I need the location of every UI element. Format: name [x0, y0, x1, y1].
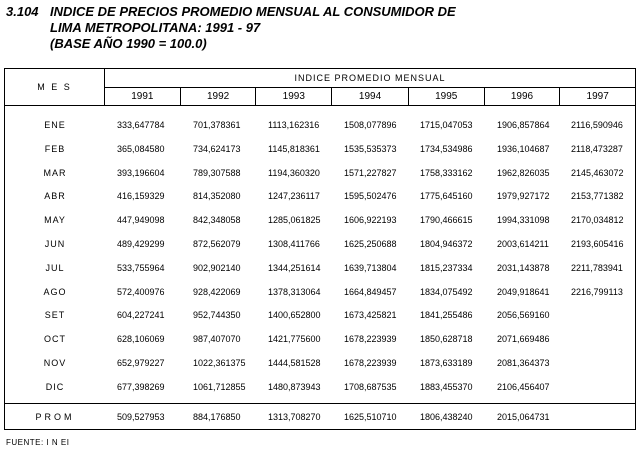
month-column-header: M E S — [5, 69, 105, 105]
table-row — [5, 115, 635, 139]
value-cell: 1625,250688 — [344, 238, 397, 249]
table-row — [5, 282, 635, 306]
year-header-1: 1992 — [181, 88, 257, 105]
value-cell: 1639,713804 — [344, 262, 397, 273]
month-label: JUN — [44, 238, 66, 249]
value-cell: 1194,360320 — [268, 167, 320, 178]
value-cell: 2170,034812 — [571, 215, 624, 226]
value-cell: 1734,534986 — [420, 143, 473, 154]
value-cell: 1906,857864 — [497, 120, 550, 130]
value-cell: 365,084580 — [117, 143, 165, 154]
month-label: NOV — [43, 357, 67, 368]
value-cell: 2118,473287 — [571, 143, 623, 154]
value-cell: 1313,708270 — [268, 412, 321, 422]
prom-row — [5, 407, 635, 427]
value-cell: 1883,455370 — [420, 381, 473, 392]
price-index-table — [4, 68, 636, 430]
table-row — [5, 210, 635, 234]
year-header-6: 1997 — [586, 91, 609, 102]
value-cell: 1678,223939 — [344, 334, 397, 345]
value-cell: 533,755964 — [117, 262, 165, 273]
year-header-0: 1991 — [105, 88, 181, 105]
value-cell: 489,429299 — [117, 238, 165, 249]
value-cell: 842,348058 — [193, 215, 241, 226]
value-cell: 2145,463072 — [571, 167, 624, 178]
value-cell: 1145,818361 — [268, 143, 320, 154]
value-cell: 2056,569160 — [497, 310, 550, 321]
table-row — [5, 186, 635, 210]
value-cell: 2003,614211 — [497, 238, 549, 249]
value-cell: 1841,255486 — [420, 310, 473, 321]
table-row — [5, 234, 635, 258]
value-cell: 1758,333162 — [420, 167, 473, 178]
value-cell: 1606,922193 — [344, 215, 397, 226]
table-title — [6, 4, 456, 52]
value-cell: 1994,331098 — [497, 215, 550, 226]
value-cell: 1285,061825 — [268, 215, 321, 226]
value-cell: 1804,946372 — [420, 238, 473, 249]
value-cell: 1775,645160 — [420, 191, 473, 202]
month-label: ENE — [44, 120, 66, 130]
value-cell: 2081,364373 — [497, 357, 550, 368]
year-header-row — [105, 88, 635, 105]
value-cell: 1850,628718 — [420, 334, 473, 345]
table-number: 3.104 — [6, 4, 39, 19]
title-line-3: (BASE AÑO 1990 = 100.0) — [50, 36, 207, 51]
month-label: MAY — [44, 215, 66, 226]
value-cell: 2193,605416 — [571, 238, 624, 249]
value-cell: 677,398269 — [117, 381, 165, 392]
value-cell: 1535,535373 — [344, 143, 397, 154]
month-label: ABR — [44, 191, 66, 202]
value-cell: 447,949098 — [117, 215, 165, 226]
value-cell: 652,979227 — [117, 357, 165, 368]
value-cell: 952,744350 — [193, 310, 241, 321]
value-cell: 1308,411766 — [268, 238, 320, 249]
value-cell: 1595,502476 — [344, 191, 397, 202]
month-label: AGO — [43, 286, 67, 297]
value-cell: 2015,064731 — [497, 412, 550, 422]
value-cell: 1022,361375 — [193, 357, 246, 368]
month-label: PROM — [35, 412, 75, 422]
source-note: FUENTE: I N EI — [6, 438, 70, 447]
year-header-4: 1995 — [409, 88, 485, 105]
value-cell: 1715,047053 — [420, 120, 473, 130]
value-cell: 2031,143878 — [497, 262, 550, 273]
value-cell: 1061,712855 — [193, 381, 246, 392]
header-divider — [5, 105, 635, 106]
month-label: SET — [44, 310, 66, 321]
value-cell: 1708,687535 — [344, 381, 397, 392]
value-cell: 2211,783941 — [571, 262, 623, 273]
table-row — [5, 353, 635, 377]
value-cell: 701,378361 — [193, 120, 241, 130]
table-row — [5, 329, 635, 353]
value-cell: 2106,456407 — [497, 381, 550, 392]
month-label: FEB — [44, 143, 66, 154]
table-row — [5, 305, 635, 329]
value-cell: 1344,251614 — [268, 262, 321, 273]
table-row — [5, 139, 635, 163]
value-cell: 902,902140 — [193, 262, 241, 273]
year-header-2: 1993 — [256, 88, 332, 105]
value-cell: 814,352080 — [193, 191, 241, 202]
value-cell: 884,176850 — [193, 412, 241, 422]
month-label: DIC — [45, 381, 65, 392]
value-cell: 1444,581528 — [268, 357, 321, 368]
value-cell: 1571,227827 — [344, 167, 397, 178]
value-cell: 1508,077896 — [344, 120, 397, 130]
value-cell: 628,106069 — [117, 334, 165, 345]
value-cell: 509,527953 — [117, 412, 165, 422]
year-header-5: 1996 — [485, 88, 561, 105]
value-cell: 928,422069 — [193, 286, 241, 297]
table-row — [5, 258, 635, 282]
value-cell: 393,196604 — [117, 167, 165, 178]
value-cell: 1790,466615 — [420, 215, 473, 226]
value-cell: 1664,849457 — [344, 286, 397, 297]
value-cell: 1979,927172 — [497, 191, 550, 202]
value-cell: 1113,162316 — [268, 120, 320, 130]
month-label: OCT — [44, 334, 66, 345]
month-label: JUL — [45, 262, 65, 273]
value-cell: 1834,075492 — [420, 286, 473, 297]
value-cell: 1678,223939 — [344, 357, 397, 368]
value-cell: 1962,826035 — [497, 167, 550, 178]
prom-divider — [5, 403, 635, 404]
value-cell: 2049,918641 — [497, 286, 550, 297]
value-cell: 1421,775600 — [268, 334, 321, 345]
value-cell: 734,624173 — [193, 143, 241, 154]
value-cell: 872,562079 — [193, 238, 241, 249]
value-cell: 1247,236117 — [268, 191, 320, 202]
group-header: INDICE PROMEDIO MENSUAL — [105, 69, 635, 88]
value-cell: 1625,510710 — [344, 412, 397, 422]
value-cell: 987,407070 — [193, 334, 241, 345]
value-cell: 2153,771382 — [571, 191, 624, 202]
value-cell: 1815,237334 — [420, 262, 473, 273]
value-cell: 1873,633189 — [420, 357, 473, 368]
value-cell: 1673,425821 — [344, 310, 397, 321]
table-row — [5, 377, 635, 401]
value-cell: 1480,873943 — [268, 381, 321, 392]
title-line-2: LIMA METROPOLITANA: 1991 - 97 — [50, 20, 261, 35]
value-cell: 333,647784 — [117, 120, 165, 130]
month-label: MAR — [43, 167, 67, 178]
value-cell: 1806,438240 — [420, 412, 473, 422]
value-cell: 1936,104687 — [497, 143, 550, 154]
year-header-3: 1994 — [332, 88, 409, 105]
value-cell: 604,227241 — [117, 310, 165, 321]
value-cell: 1400,652800 — [268, 310, 321, 321]
value-cell: 2216,799113 — [571, 286, 623, 297]
value-cell: 572,400976 — [117, 286, 165, 297]
table-row — [5, 163, 635, 187]
title-line-1: INDICE DE PRECIOS PROMEDIO MENSUAL AL CONSUMIDOR DE — [50, 4, 456, 19]
value-cell: 1378,313064 — [268, 286, 321, 297]
value-cell: 2071,669486 — [497, 334, 550, 345]
value-cell: 416,159329 — [117, 191, 165, 202]
value-cell: 2116,590946 — [571, 120, 623, 130]
table-body — [5, 115, 635, 401]
value-cell: 789,307588 — [193, 167, 241, 178]
